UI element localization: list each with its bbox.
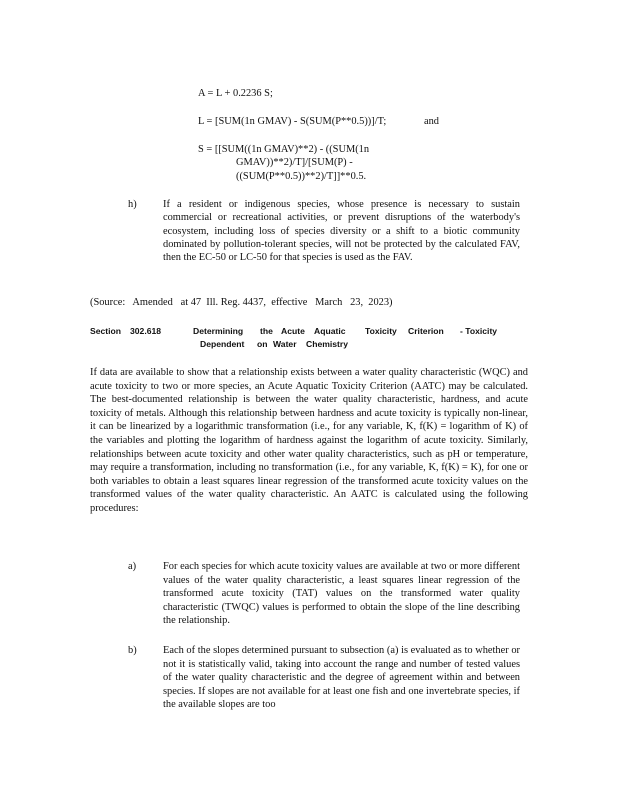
source-note: (Source: Amended at 47 Ill. Reg. 4437, effective March 23, 2023) [90, 297, 393, 308]
formula-l [198, 115, 440, 128]
formula-a-text: A = L + 0.2236 S; [198, 88, 273, 99]
heading-word-toxicity: Toxicity [365, 326, 397, 336]
subsection-a-text: For each species for which acute toxicity values are available at two or more different values of the water quality characteristic, a least squares linear regression of the transformed acute toxicity (TAT) values on the transformed water quality characteristic (TWQC) values is performed to obtain the slope of the line describing the relationship. [163, 561, 520, 627]
formula-s-line-2: GMAV))**2)/T]/[SUM(P) - [236, 157, 353, 169]
subsection-a-marker: a) [128, 561, 137, 572]
section-heading [90, 325, 530, 355]
heading-word-criterion: Criterion [408, 326, 444, 336]
formula-l-text: L = [SUM(1n GMAV) - S(SUM(P**0.5))]/T; [198, 116, 387, 127]
heading-word-dependent: Dependent [200, 339, 245, 349]
section-label: Section [90, 326, 122, 336]
heading-word-on: on [257, 339, 268, 349]
formula-a [198, 87, 273, 100]
heading-word-acute: Acute [281, 326, 305, 336]
subsection-b-text: Each of the slopes determined pursuant to subsection (a) is evaluated as to whether or not it is statistically valid, taking into account the range and number of tested values of the water quality characteristic and the degree of agreement within and between species. If slopes are not available for at least one fish and one invertebrate species, if the available slopes are too [163, 645, 520, 711]
subsection-h-text: If a resident or indigenous species, whose presence is necessary to sustain commercial or recreational activities, or prevent disruptions of the waterbody's ecosystem, including loss of species diversity or a shift to a biotic community dominated by pollution-tolerant species, will not be protected by the calculated FAV, then the EC-50 or LC-50 for that species is used as the FAV. [163, 199, 520, 264]
heading-word-aquatic: Aquatic [314, 326, 346, 336]
subsection-b-marker: b) [128, 645, 137, 656]
formula-s-line-1: S = [[SUM((1n GMAV)**2) - ((SUM(1n [198, 144, 370, 155]
heading-word-the: the [260, 326, 273, 336]
section-number: 302.618 [130, 326, 162, 336]
heading-word-chemistry: Chemistry [306, 339, 349, 349]
formula-s-line-3: ((SUM(P**0.5))**2)/T]]**0.5. [236, 170, 367, 182]
formula-and-word: and [424, 116, 440, 127]
heading-word-water: Water [273, 339, 297, 349]
main-paragraph: If data are available to show that a relationship exists between a water quality characteristic (WQC) and acute toxicity to two or more species, an Acute Aquatic Toxicity Criterion (AATC) may be calculated. The best-documented relationship is between the water quality characteristic, hardness, and acute toxicity of metals. Although this relationship between hardness and acute toxicity is typically non-linear, it can be linearized by a logarithmic transformation (i.e., for any variable, K, f(K) = logarithm of K) of the variables and plotting the logarithm of hardness against the logarithm of acute toxicity. Similarly, relationships between acute toxicity and other water quality characteristics, such as pH or temperature, may require a transformation, including no transformation (i.e., for any variable, K, f(K) = K), for one or both variables to obtain a least squares linear regression of the transformed acute toxicity values on the transformed values of the water quality characteristic. An AATC is calculated using the following procedures: [90, 367, 528, 514]
subsection-h-marker: h) [128, 199, 137, 210]
formula-s [198, 143, 369, 183]
heading-word-determining: Determining [193, 326, 244, 336]
heading-word-toxicity-2: - Toxicity [460, 326, 498, 336]
